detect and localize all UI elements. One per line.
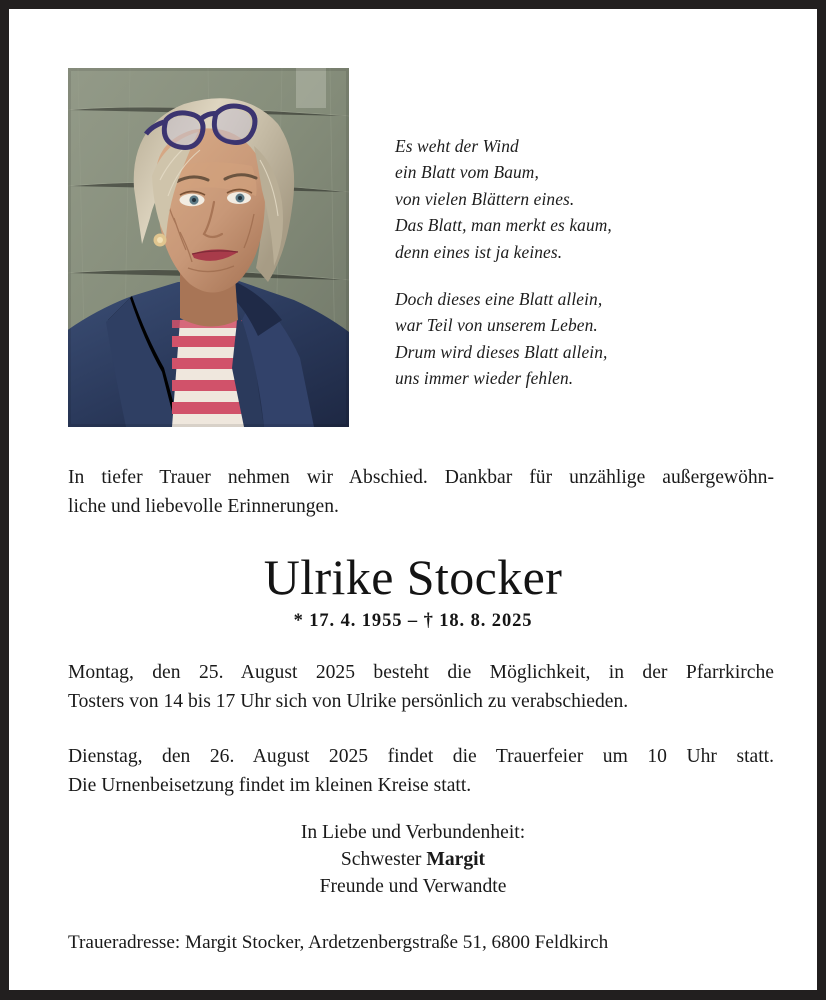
portrait-photo	[68, 68, 349, 427]
poem-line: Das Blatt, man merkt es kaum,	[395, 215, 612, 236]
intro-line-1: In tiefer Trauer nehmen wir Abschied. Dankbar für unzählige außergewöhn-	[68, 467, 774, 488]
service-paragraph	[68, 742, 774, 800]
poem-line: Doch dieses eine Blatt allein,	[395, 289, 603, 310]
poem-stanza-1	[395, 133, 725, 265]
poem-line: denn eines ist ja keines.	[395, 241, 563, 262]
memorial-poem	[395, 133, 725, 392]
poem-line: uns immer wieder fehlen.	[395, 368, 574, 389]
mourning-address: Traueradresse: Margit Stocker, Ardetzenbergstraße 51, 6800 Feldkirch	[68, 932, 609, 953]
portrait-illustration	[68, 68, 349, 427]
funeral-arrangements	[68, 658, 774, 800]
sibling-prefix: Schwester	[340, 849, 427, 870]
deceased-name: Ulrike Stocker	[263, 549, 563, 605]
other-mourners: Freunde und Verwandte	[319, 876, 507, 897]
poem-line: Es weht der Wind	[395, 136, 519, 156]
intro-line-2: liche und liebevolle Erinnerungen.	[68, 496, 339, 517]
deceased-name-block	[9, 549, 817, 632]
deceased-life-dates: * 17. 4. 1955 – † 18. 8. 2025	[293, 611, 533, 631]
bereaved-block	[9, 819, 817, 900]
poem-line: Drum wird dieses Blatt allein,	[395, 341, 608, 362]
poem-line: war Teil von unserem Leben.	[395, 315, 598, 336]
viewing-paragraph	[68, 658, 774, 716]
death-notice-page	[9, 9, 817, 990]
intro-text	[68, 463, 774, 521]
poem-line: ein Blatt vom Baum,	[395, 162, 539, 183]
service-line-2: Die Urnenbeisetzung findet im kleinen Kreise statt.	[68, 775, 472, 796]
sibling-line	[9, 846, 817, 873]
sibling-name: Margit	[426, 849, 486, 870]
closing-salutation: In Liebe und Verbundenheit:	[300, 822, 526, 843]
poem-line: von vielen Blättern eines.	[395, 188, 575, 209]
viewing-line-2: Tosters von 14 bis 17 Uhr sich von Ulrike persönlich zu verabschieden.	[68, 691, 629, 712]
service-line-1: Dienstag, den 26. August 2025 findet die Trauerfeier um 10 Uhr statt.	[68, 746, 774, 767]
viewing-line-1: Montag, den 25. August 2025 besteht die Möglichkeit, in der Pfarrkirche	[68, 662, 774, 683]
poem-stanza-2	[395, 286, 725, 392]
